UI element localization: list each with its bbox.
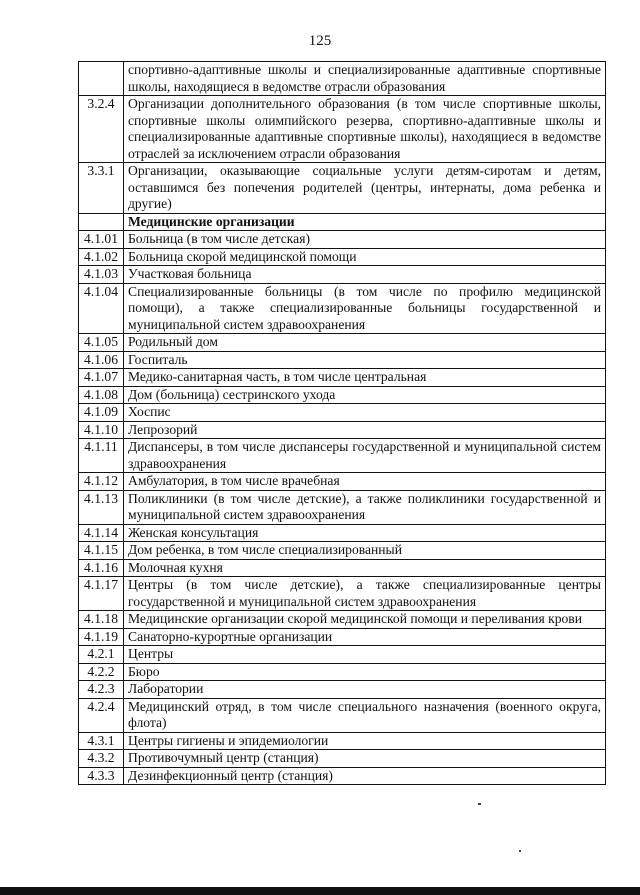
scan-speck — [519, 850, 521, 852]
table-row — [79, 611, 606, 629]
table-row — [79, 577, 606, 611]
table-row — [79, 96, 606, 163]
row-code: 4.1.18 — [79, 611, 124, 629]
row-code — [79, 213, 124, 231]
page-number: 125 — [308, 33, 332, 49]
row-description: Дезинфекционный центр (станция) — [124, 767, 606, 785]
row-code: 4.2.4 — [79, 698, 124, 732]
table-row — [79, 334, 606, 352]
row-description: Центры — [124, 646, 606, 664]
row-code: 4.1.17 — [79, 577, 124, 611]
scan-bottom-edge — [0, 887, 640, 895]
row-code: 4.1.09 — [79, 404, 124, 422]
row-description: Медицинские организации скорой медицинской помощи и переливания крови — [124, 611, 606, 629]
table-row — [79, 681, 606, 699]
row-description: спортивно-адаптивные школы и специализированные адаптивные спортивные школы, находящиеся в ведомстве отрасли образования — [124, 62, 606, 96]
scan-speck — [478, 803, 481, 805]
row-description: Дом (больница) сестринского ухода — [124, 386, 606, 404]
row-code — [79, 62, 124, 96]
row-description: Хоспис — [124, 404, 606, 422]
table-row — [79, 698, 606, 732]
row-code: 4.1.10 — [79, 421, 124, 439]
row-code: 4.1.05 — [79, 334, 124, 352]
table-row — [79, 266, 606, 284]
table-row — [79, 386, 606, 404]
row-code: 4.1.01 — [79, 231, 124, 249]
row-code: 4.1.13 — [79, 490, 124, 524]
row-description: Больница скорой медицинской помощи — [124, 248, 606, 266]
row-description: Бюро — [124, 663, 606, 681]
row-description: Госпиталь — [124, 351, 606, 369]
table-row — [79, 351, 606, 369]
table-row — [79, 646, 606, 664]
row-description: Специализированные больницы (в том числе по профилю медицинской помощи), а также специализированные больницы государственной и муниципальной систем здравоохранения — [124, 283, 606, 334]
table-row — [79, 473, 606, 491]
row-code: 4.1.06 — [79, 351, 124, 369]
table-row — [79, 369, 606, 387]
row-code: 4.3.3 — [79, 767, 124, 785]
row-code: 4.1.14 — [79, 524, 124, 542]
row-description: Дом ребенка, в том числе специализированный — [124, 542, 606, 560]
table-row — [79, 663, 606, 681]
table-row — [79, 213, 606, 231]
row-code: 4.1.19 — [79, 628, 124, 646]
row-code: 4.1.16 — [79, 559, 124, 577]
row-description: Диспансеры, в том числе диспансеры государственной и муниципальной систем здравоохранения — [124, 439, 606, 473]
row-code: 3.3.1 — [79, 163, 124, 214]
row-description: Лепрозорий — [124, 421, 606, 439]
row-code: 4.1.07 — [79, 369, 124, 387]
row-code: 4.1.04 — [79, 283, 124, 334]
table-row — [79, 732, 606, 750]
row-description: Центры (в том числе детские), а также специализированные центры государственной и муниципальной систем здравоохранения — [124, 577, 606, 611]
table-row — [79, 283, 606, 334]
row-description: Участковая больница — [124, 266, 606, 284]
row-description: Молочная кухня — [124, 559, 606, 577]
table-row — [79, 490, 606, 524]
row-code: 4.2.3 — [79, 681, 124, 699]
row-code: 4.3.1 — [79, 732, 124, 750]
row-description: Поликлиники (в том числе детские), а также поликлиники государственной и муниципальной систем здравоохранения — [124, 490, 606, 524]
row-code: 4.1.03 — [79, 266, 124, 284]
table-row — [79, 421, 606, 439]
table-row — [79, 163, 606, 214]
row-code: 3.2.4 — [79, 96, 124, 163]
section-heading: Медицинские организации — [124, 213, 606, 231]
row-code: 4.1.15 — [79, 542, 124, 560]
table-row — [79, 628, 606, 646]
table-row — [79, 62, 606, 96]
row-description: Центры гигиены и эпидемиологии — [124, 732, 606, 750]
table-row — [79, 750, 606, 768]
row-description: Больница (в том числе детская) — [124, 231, 606, 249]
table-row — [79, 767, 606, 785]
table-row — [79, 559, 606, 577]
table-row — [79, 404, 606, 422]
table-row — [79, 439, 606, 473]
facility-classification-table — [78, 61, 606, 785]
row-code: 4.1.11 — [79, 439, 124, 473]
row-description: Санаторно-курортные организации — [124, 628, 606, 646]
row-code: 4.3.2 — [79, 750, 124, 768]
table-body — [79, 62, 606, 785]
row-description: Медико-санитарная часть, в том числе центральная — [124, 369, 606, 387]
row-code: 4.1.08 — [79, 386, 124, 404]
row-code: 4.2.1 — [79, 646, 124, 664]
table-row — [79, 231, 606, 249]
table-row — [79, 524, 606, 542]
row-description: Противочумный центр (станция) — [124, 750, 606, 768]
row-description: Лаборатории — [124, 681, 606, 699]
row-description: Медицинский отряд, в том числе специального назначения (военного округа, флота) — [124, 698, 606, 732]
row-code: 4.1.12 — [79, 473, 124, 491]
row-code: 4.2.2 — [79, 663, 124, 681]
table-row — [79, 248, 606, 266]
row-description: Организации, оказывающие социальные услуги детям-сиротам и детям, оставшимся без попечения родителей (центры, интернаты, дома ребенка и другие) — [124, 163, 606, 214]
row-description: Организации дополнительного образования (в том числе спортивные школы, спортивные школы олимпийского резерва, спортивно-адаптивные школы и специализированные адаптивные спортивные школы), находящиеся в ведомстве отраслей за исключением отрасли образования — [124, 96, 606, 163]
table-row — [79, 542, 606, 560]
row-code: 4.1.02 — [79, 248, 124, 266]
row-description: Женская консультация — [124, 524, 606, 542]
row-description: Родильный дом — [124, 334, 606, 352]
row-description: Амбулатория, в том числе врачебная — [124, 473, 606, 491]
